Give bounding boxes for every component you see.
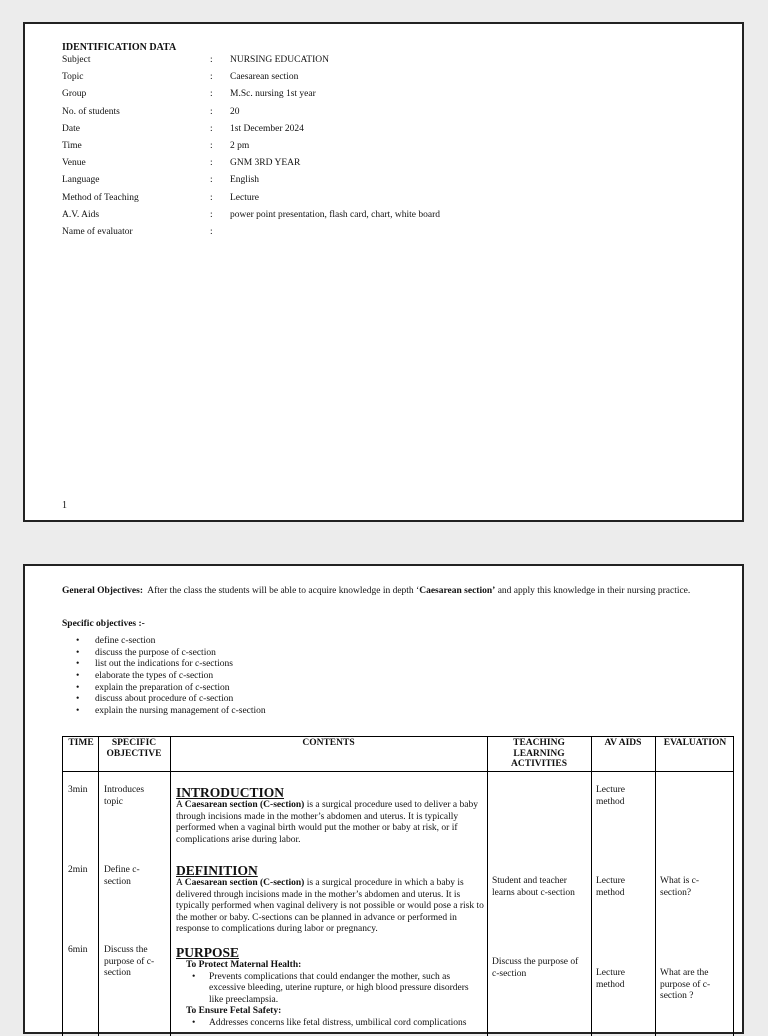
identification-colon: : [210, 141, 213, 151]
identification-value: Lecture [230, 192, 260, 203]
subheading: To Protect Maternal Health: [186, 960, 302, 970]
row1-objective: Introduces topic [104, 785, 145, 807]
identification-colon: : [210, 227, 213, 237]
row1-time: 3min [68, 785, 88, 795]
list-item: • explain the preparation of c-section [62, 683, 266, 695]
row2-time: 2min [68, 865, 88, 875]
header-aids: AV AIDS [604, 738, 642, 748]
identification-label: A.V. Aids [62, 209, 100, 220]
identification-value: English [230, 175, 260, 186]
row2-activity: Student and teacher learns about c-section [492, 876, 575, 898]
header-contents: CONTENTS [302, 738, 355, 748]
row2-contents [176, 863, 484, 936]
section-heading: DEFINITION [176, 863, 258, 878]
row3-contents [176, 945, 484, 1029]
identification-colon: : [210, 89, 213, 100]
row3-time: 6min [68, 945, 88, 955]
identification-value: GNM 3RD YEAR [230, 158, 301, 169]
general-objectives-text-before: After the class the students will be able to acquire knowledge in depth ‘ [147, 586, 420, 596]
column-divider [591, 737, 592, 1036]
identification-colon: : [210, 192, 213, 203]
header-time: TIME [68, 738, 94, 748]
specific-objectives-title: Specific objectives :- [62, 619, 145, 629]
identification-colon: : [210, 158, 213, 169]
identification-label: No. of students [62, 106, 120, 117]
identification-label: Time [62, 141, 82, 151]
header-evaluation: EVALUATION [663, 738, 727, 748]
row1-contents [176, 785, 484, 846]
identification-value: 1st December 2024 [230, 123, 304, 134]
subheading: To Ensure Fetal Safety: [186, 1006, 282, 1016]
identification-label: Date [62, 123, 80, 134]
identification-heading: IDENTIFICATION DATA [62, 42, 177, 53]
identification-colon: : [210, 55, 213, 65]
column-divider [98, 737, 99, 1036]
row1-aid: Lecture method [596, 785, 626, 807]
row3-aid: Lecture method [596, 968, 626, 990]
general-objectives-label: General Objectives: [62, 586, 143, 596]
list-item: • elaborate the types of c-section [62, 671, 266, 683]
body-text: A [176, 878, 185, 888]
list-item: • discuss about procedure of c-section [62, 694, 266, 706]
list-item: • list out the indications for c-sections [62, 659, 266, 671]
identification-value: power point presentation, flash card, chart, white board [230, 209, 440, 220]
bullet-item: • Prevents complications that could endanger the mother, such as excessive bleeding, uterine rupture, or high blood pressure disorders like preeclampsia. [176, 972, 484, 1007]
identification-label: Group [62, 89, 87, 100]
body-text: is a surgical procedure in which a baby is delivered through incisions made in the mother’s abdomen and uterus. It is typically performed when vaginal delivery is not possible or would pose a risk to the mother or baby. C-sections can be planned in advance or performed in response to complications during labor or pregnancy. [176, 878, 484, 934]
page-1 [23, 22, 744, 522]
column-divider [487, 737, 488, 1036]
identification-colon: : [210, 175, 213, 186]
body-bold-term: Caesarean section (C-section) [184, 878, 305, 888]
identification-label: Venue [62, 158, 86, 169]
identification-colon: : [210, 72, 213, 83]
identification-value: M.Sc. nursing 1st year [230, 89, 316, 100]
row3-objective: Discuss the purpose of c-section [104, 945, 155, 978]
body-text: is a surgical procedure used to deliver a baby through incisions made in the mother’s abdomen and uterus. It is typically performed when a vaginal birth would put the mother or baby at risk, or if complications arise during labor. [176, 800, 478, 845]
header-activities: TEACHING LEARNING ACTIVITIES [511, 738, 567, 769]
specific-objectives-list [62, 636, 266, 718]
identification-label: Language [62, 175, 100, 186]
row3-activity: Discuss the purpose of c-section [492, 957, 579, 979]
identification-label: Topic [62, 72, 84, 83]
bullet-item: • Addresses concerns like fetal distress, umbilical cord complications [176, 1018, 484, 1030]
identification-colon: : [210, 106, 213, 117]
body-bold-term: Caesarean section (C-section) [184, 800, 305, 810]
identification-label: Subject [62, 55, 91, 65]
row2-evaluation: What is c-section? [660, 876, 700, 898]
section-heading: INTRODUCTION [176, 785, 285, 800]
identification-value: NURSING EDUCATION [230, 55, 329, 65]
body-text: A [176, 800, 185, 810]
row2-objective: Define c-section [104, 865, 140, 887]
column-divider [170, 737, 171, 1036]
identification-colon: : [210, 123, 213, 134]
row2-aid: Lecture method [596, 876, 626, 898]
section-heading: PURPOSE [176, 945, 240, 960]
row3-evaluation: What are the purpose of c-section ? [660, 968, 711, 1001]
identification-label: Name of evaluator [62, 227, 133, 237]
general-objectives [62, 586, 690, 596]
page-number: 1 [62, 500, 67, 511]
list-item: • discuss the purpose of c-section [62, 648, 266, 660]
identification-value: Caesarean section [230, 72, 299, 83]
lesson-plan-table [62, 736, 734, 1036]
identification-value: 2 pm [230, 141, 250, 151]
list-item: • define c-section [62, 636, 266, 648]
list-item: • explain the nursing management of c-section [62, 706, 266, 718]
identification-colon: : [210, 209, 213, 220]
header-objective: SPECIFIC OBJECTIVE [106, 738, 162, 759]
page-2 [23, 564, 744, 1034]
general-objectives-topic: Caesarean section’ [419, 586, 496, 596]
identification-value: 20 [230, 106, 240, 117]
general-objectives-text-after: and apply this knowledge in their nursing practice. [495, 586, 691, 596]
identification-label: Method of Teaching [62, 192, 139, 203]
section-body [176, 800, 484, 846]
column-divider [655, 737, 656, 1036]
section-body [176, 878, 484, 936]
